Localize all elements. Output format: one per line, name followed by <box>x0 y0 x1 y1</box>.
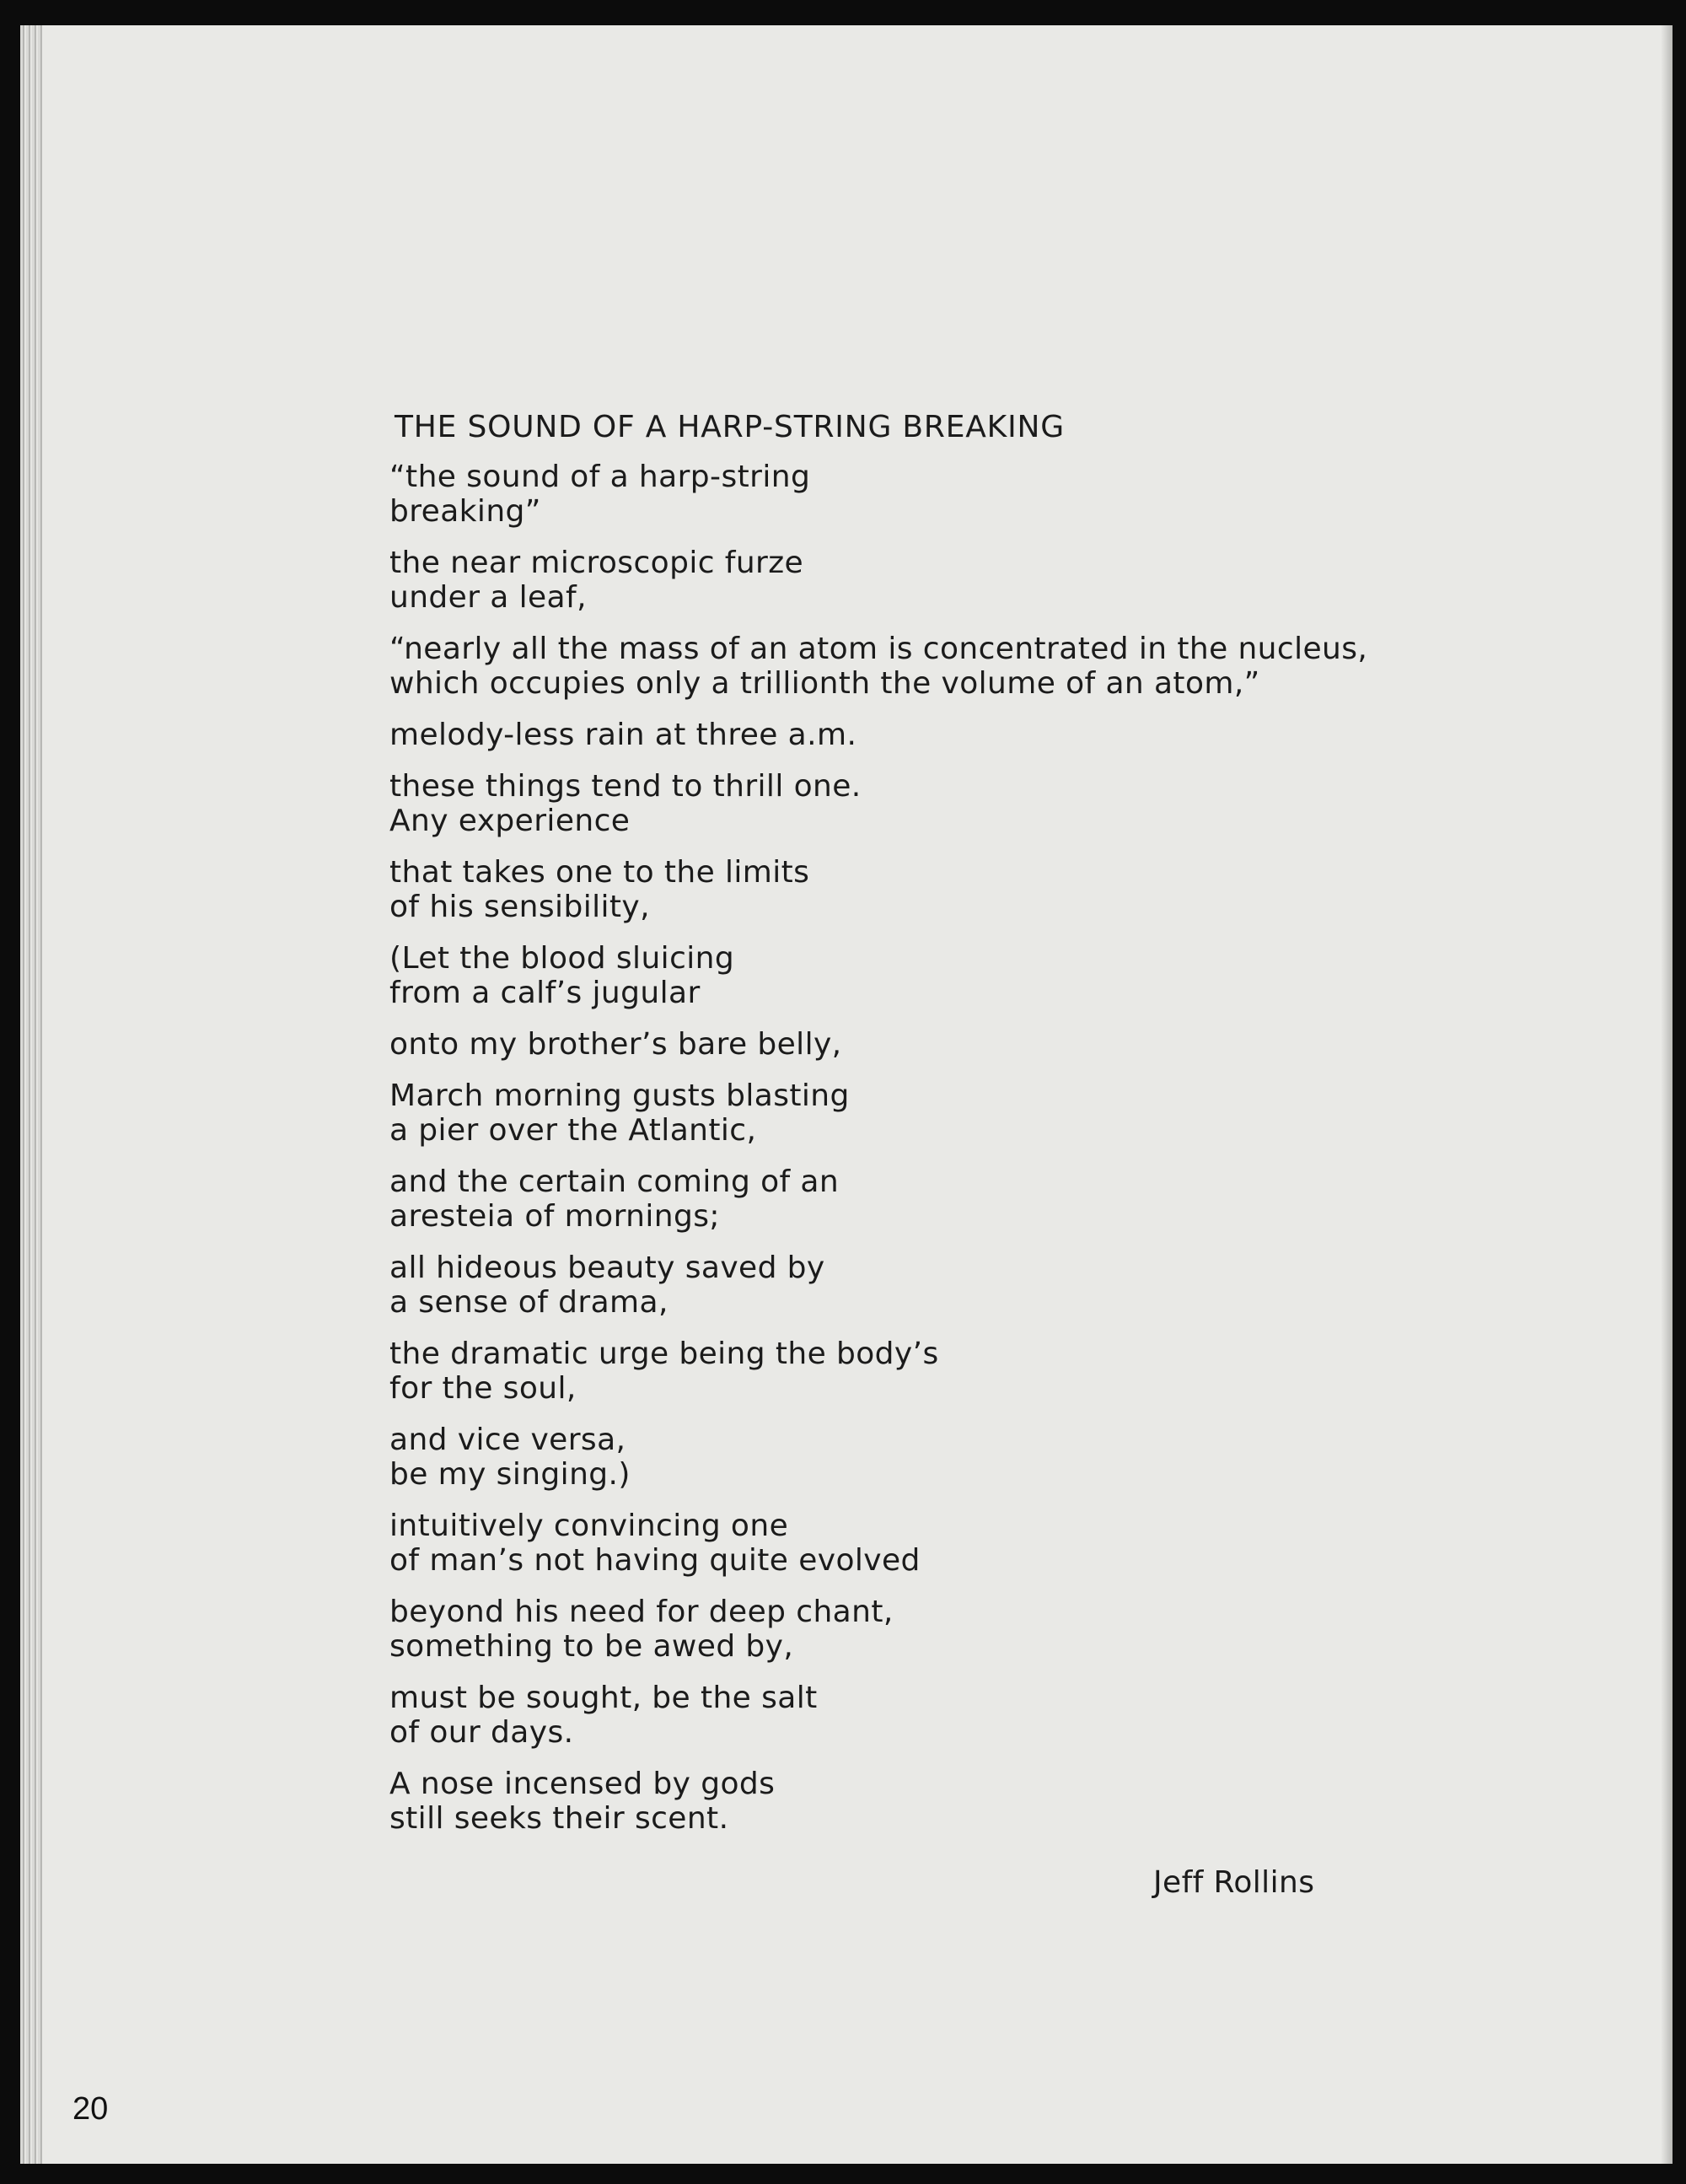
poem-line: onto my brother’s bare belly, <box>389 1027 842 1062</box>
stanza-17 <box>389 1767 1401 1836</box>
page-edge-lines <box>20 25 42 2164</box>
poem-line: for the soul, <box>389 1371 577 1406</box>
poem-line: and the certain coming of an <box>389 1165 840 1199</box>
stanza-13 <box>389 1423 1401 1492</box>
poem-line: and vice versa, <box>389 1423 626 1457</box>
poem-line: be my singing.) <box>389 1457 631 1492</box>
poem-line: March morning gusts blasting <box>389 1079 850 1113</box>
stanza-7 <box>389 941 1401 1010</box>
poem-line: a pier over the Atlantic, <box>389 1113 757 1148</box>
stanza-11 <box>389 1251 1401 1320</box>
poem-line: melody-less rain at three a.m. <box>389 718 857 752</box>
poem-line: from a calf’s jugular <box>389 976 701 1010</box>
stanza-4 <box>389 718 1401 752</box>
stanza-16 <box>389 1681 1401 1750</box>
poem-line: (Let the blood sluicing <box>389 941 735 976</box>
poem-line: Any experience <box>389 804 631 838</box>
page-number: 20 <box>72 2091 109 2127</box>
poem-line: of his sensibility, <box>389 890 650 924</box>
stanza-15 <box>389 1595 1401 1664</box>
stanza-6 <box>389 855 1401 924</box>
poem-line: a sense of drama, <box>389 1285 668 1320</box>
poem-line: something to be awed by, <box>389 1629 794 1664</box>
stanza-14 <box>389 1509 1401 1578</box>
poem-line: the near microscopic furze <box>389 546 804 580</box>
poem-line: that takes one to the limits <box>389 855 810 890</box>
poem <box>389 410 1401 1853</box>
poem-line: breaking” <box>389 494 541 529</box>
poem-line: of our days. <box>389 1715 574 1750</box>
stanza-8 <box>389 1027 1401 1062</box>
poem-line: these things tend to thrill one. <box>389 769 862 804</box>
poem-line: intuitively convincing one <box>389 1509 789 1543</box>
stanza-5 <box>389 769 1401 838</box>
poem-line: of man’s not having quite evolved <box>389 1543 921 1578</box>
stanza-1 <box>389 460 1401 529</box>
poem-author: Jeff Rollins <box>1153 1865 1315 1900</box>
stanza-10 <box>389 1165 1401 1234</box>
stanza-12 <box>389 1337 1401 1406</box>
stanza-2 <box>389 546 1401 615</box>
poem-line: the dramatic urge being the body’s <box>389 1337 939 1371</box>
poem-line: aresteia of mornings; <box>389 1199 720 1234</box>
poem-line: all hideous beauty saved by <box>389 1251 825 1285</box>
poem-title: THE SOUND OF A HARP-STRING BREAKING <box>395 410 1065 444</box>
poem-line: “the sound of a harp-string <box>389 460 811 494</box>
poem-line: must be sought, be the salt <box>389 1681 818 1715</box>
poem-line: under a leaf, <box>389 580 587 615</box>
poem-line: A nose incensed by gods <box>389 1767 776 1801</box>
poem-line: “nearly all the mass of an atom is concentrated in the nucleus, <box>389 632 1368 666</box>
stanza-9 <box>389 1079 1401 1148</box>
book-page <box>20 25 1673 2164</box>
stanza-3 <box>389 632 1401 701</box>
poem-line: still seeks their scent. <box>389 1801 729 1836</box>
poem-line: which occupies only a trillionth the volume of an atom,” <box>389 666 1260 701</box>
poem-line: beyond his need for deep chant, <box>389 1595 894 1629</box>
page-gutter-shadow <box>1661 25 1673 2164</box>
